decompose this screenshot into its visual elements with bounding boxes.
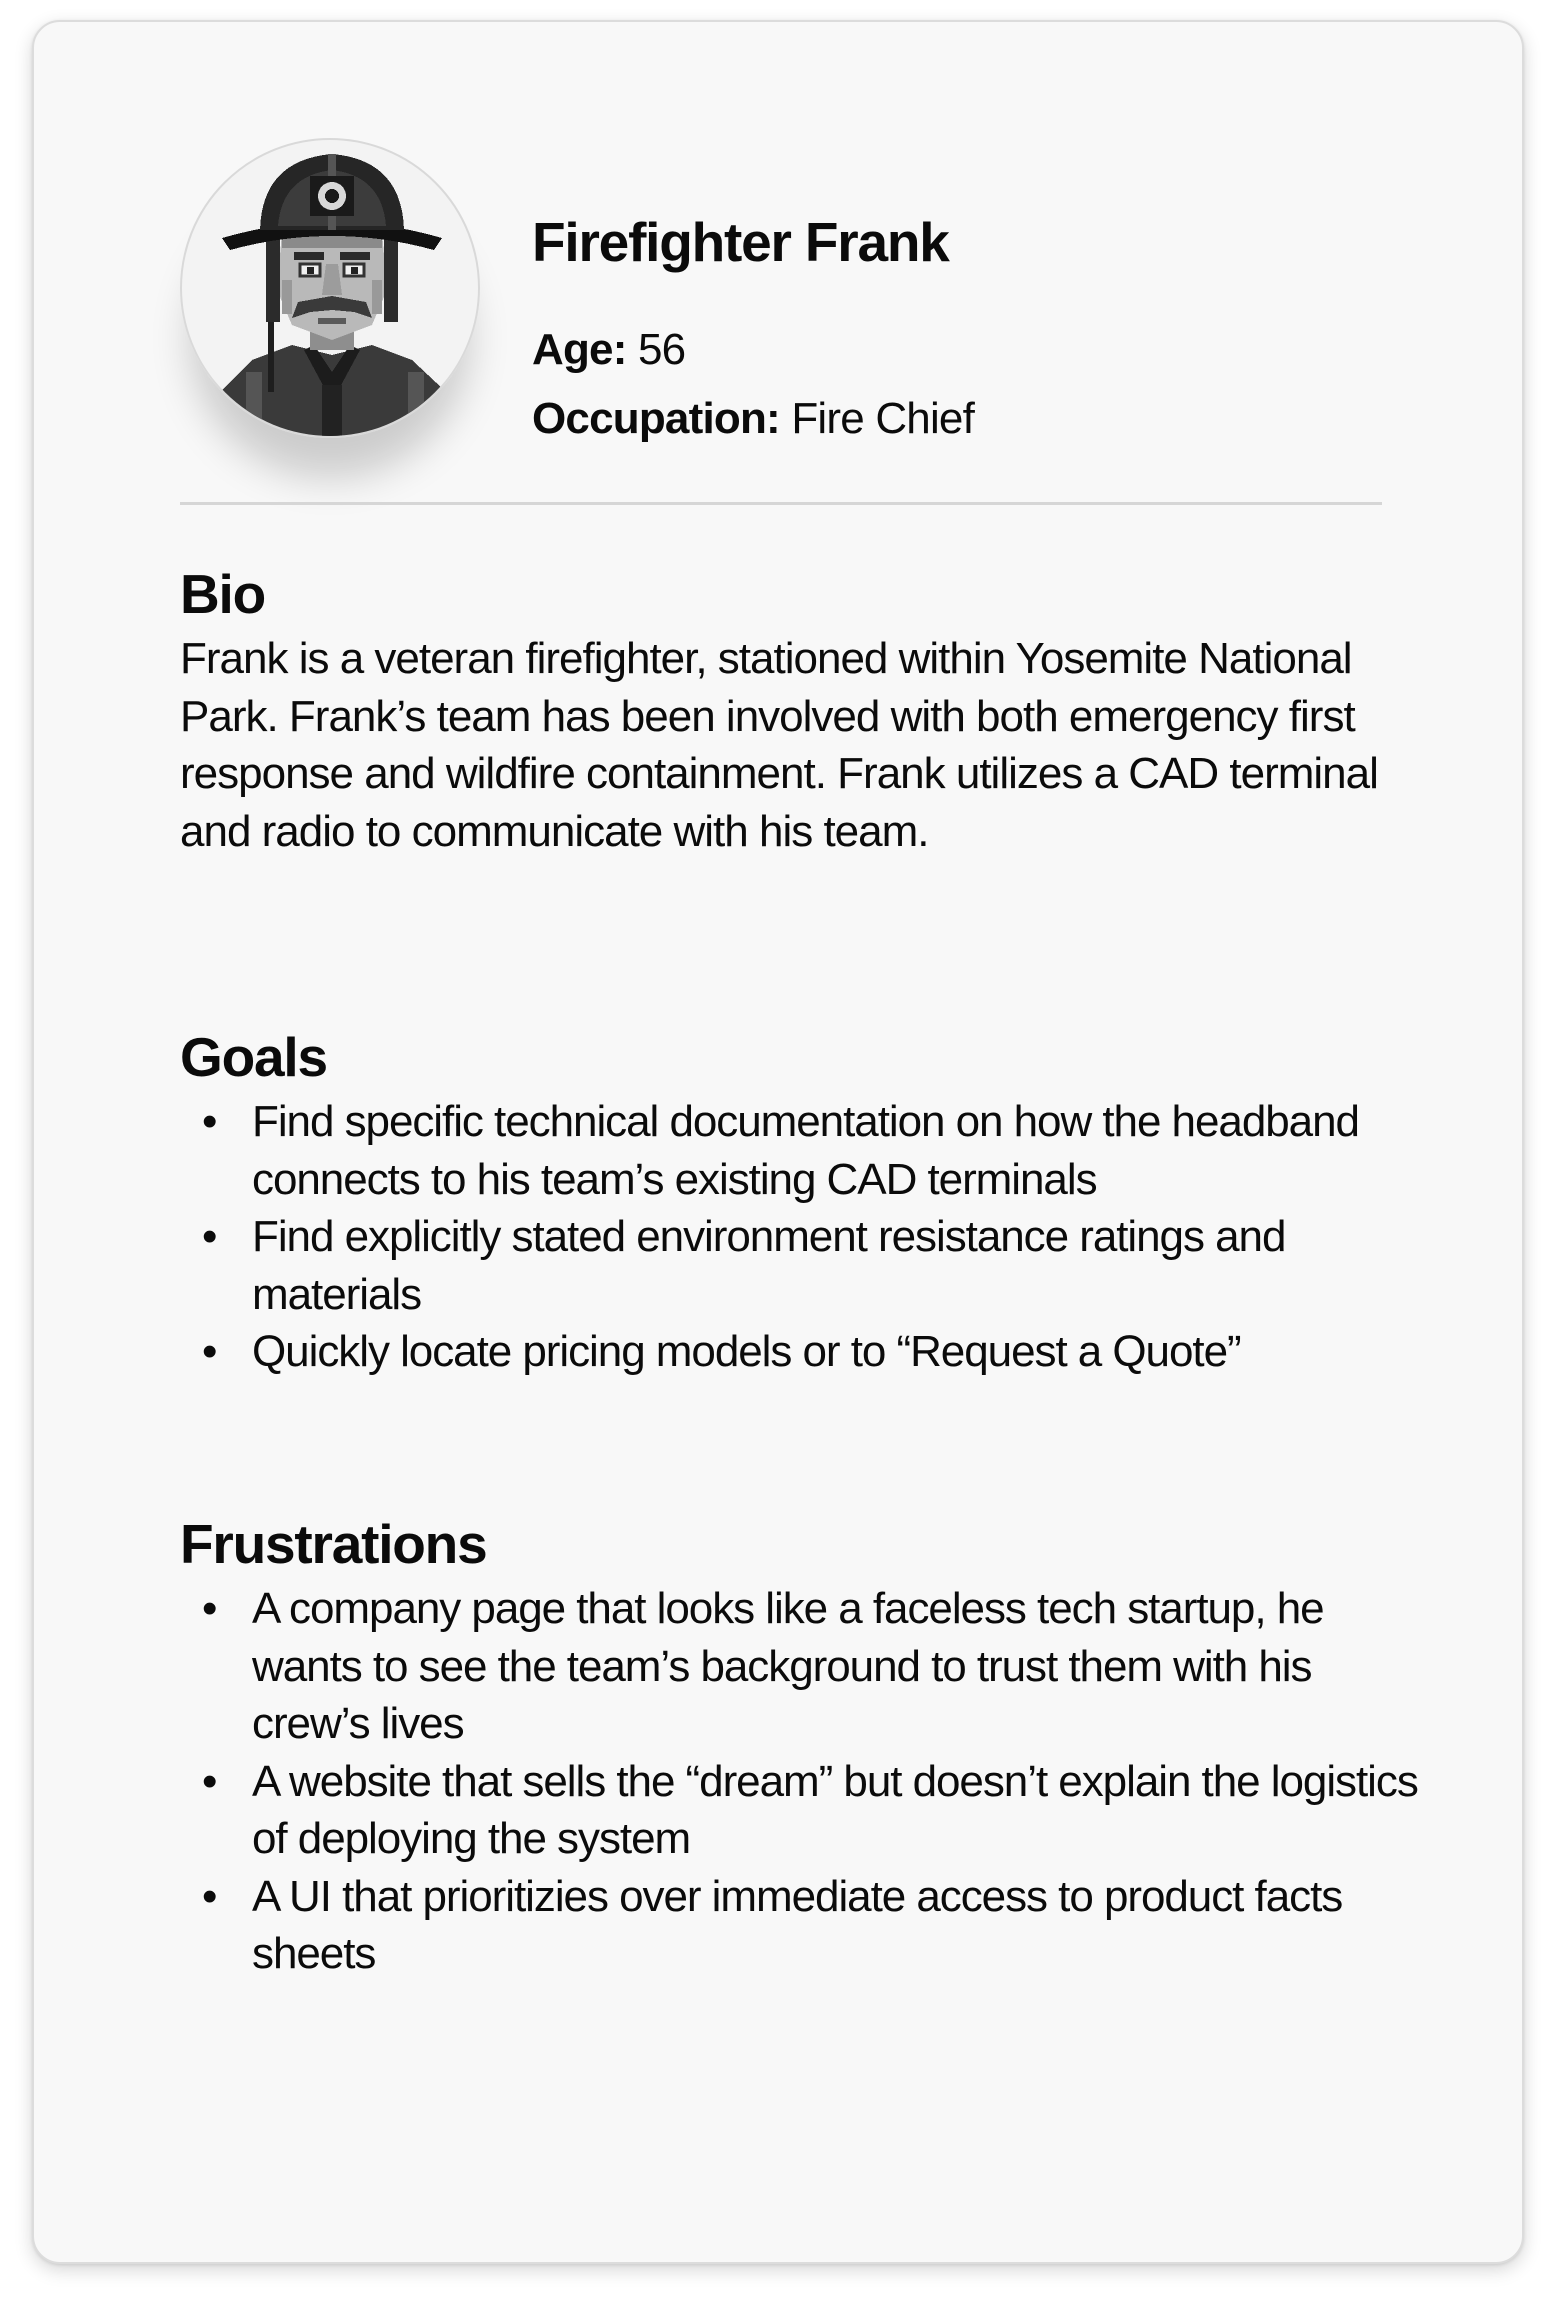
- frustrations-list: [180, 1580, 1418, 1983]
- frustration-item: [180, 1580, 1432, 1753]
- goals-list: [180, 1093, 1410, 1381]
- goals-section: [180, 1025, 1410, 1381]
- bullet-icon: •: [202, 1584, 217, 1633]
- goal-text: Find explicitly stated environment resistance ratings and materials: [252, 1212, 1286, 1319]
- goal-text: Quickly locate pricing models or to “Request a Quote”: [252, 1327, 1241, 1376]
- frustration-text: A UI that prioritizies over immediate access to product facts sheets: [252, 1871, 1343, 1978]
- frustration-item: [180, 1868, 1432, 1983]
- avatar: [180, 138, 480, 438]
- age-field: [532, 324, 685, 377]
- frustration-text: A company page that looks like a faceless tech startup, he wants to see the team’s background to trust them with his crew’s lives: [252, 1584, 1324, 1748]
- bio-section: [180, 562, 1410, 860]
- goal-text: Find specific technical documentation on how the headband connects to his team’s existing CAD terminals: [252, 1097, 1359, 1204]
- firefighter-portrait-icon: [182, 140, 480, 438]
- persona-name: Firefighter Frank: [532, 211, 949, 273]
- age-label: Age:: [532, 325, 627, 374]
- bio-text: Frank is a veteran firefighter, stationed within Yosemite National Park. Frank’s team has been involved with both emergency first response and wildfire containment. Frank utilizes a CAD terminal and radio to communicate with his team.: [180, 634, 1378, 856]
- occupation-value: Fire Chief: [791, 394, 975, 443]
- bullet-icon: •: [202, 1871, 217, 1921]
- persona-card: [32, 20, 1524, 2264]
- goals-heading: Goals: [180, 1026, 327, 1088]
- header-divider: [180, 502, 1382, 505]
- occupation-field: [532, 393, 974, 446]
- goal-item: [180, 1093, 1432, 1208]
- frustration-item: [180, 1753, 1432, 1868]
- bio-heading: Bio: [180, 563, 265, 625]
- avatar-container: [180, 138, 480, 438]
- frustration-text: A website that sells the “dream” but doesn’t explain the logistics of deploying the system: [252, 1756, 1418, 1863]
- occupation-label: Occupation:: [532, 394, 780, 443]
- bullet-icon: •: [202, 1097, 217, 1146]
- frustrations-heading: Frustrations: [180, 1513, 487, 1575]
- frustrations-section: [180, 1512, 1418, 1983]
- bullet-icon: •: [202, 1327, 217, 1376]
- goal-item: [180, 1208, 1432, 1323]
- age-value: 56: [638, 325, 686, 374]
- bullet-icon: •: [202, 1212, 217, 1261]
- goal-item: [180, 1323, 1432, 1381]
- bullet-icon: •: [202, 1756, 217, 1806]
